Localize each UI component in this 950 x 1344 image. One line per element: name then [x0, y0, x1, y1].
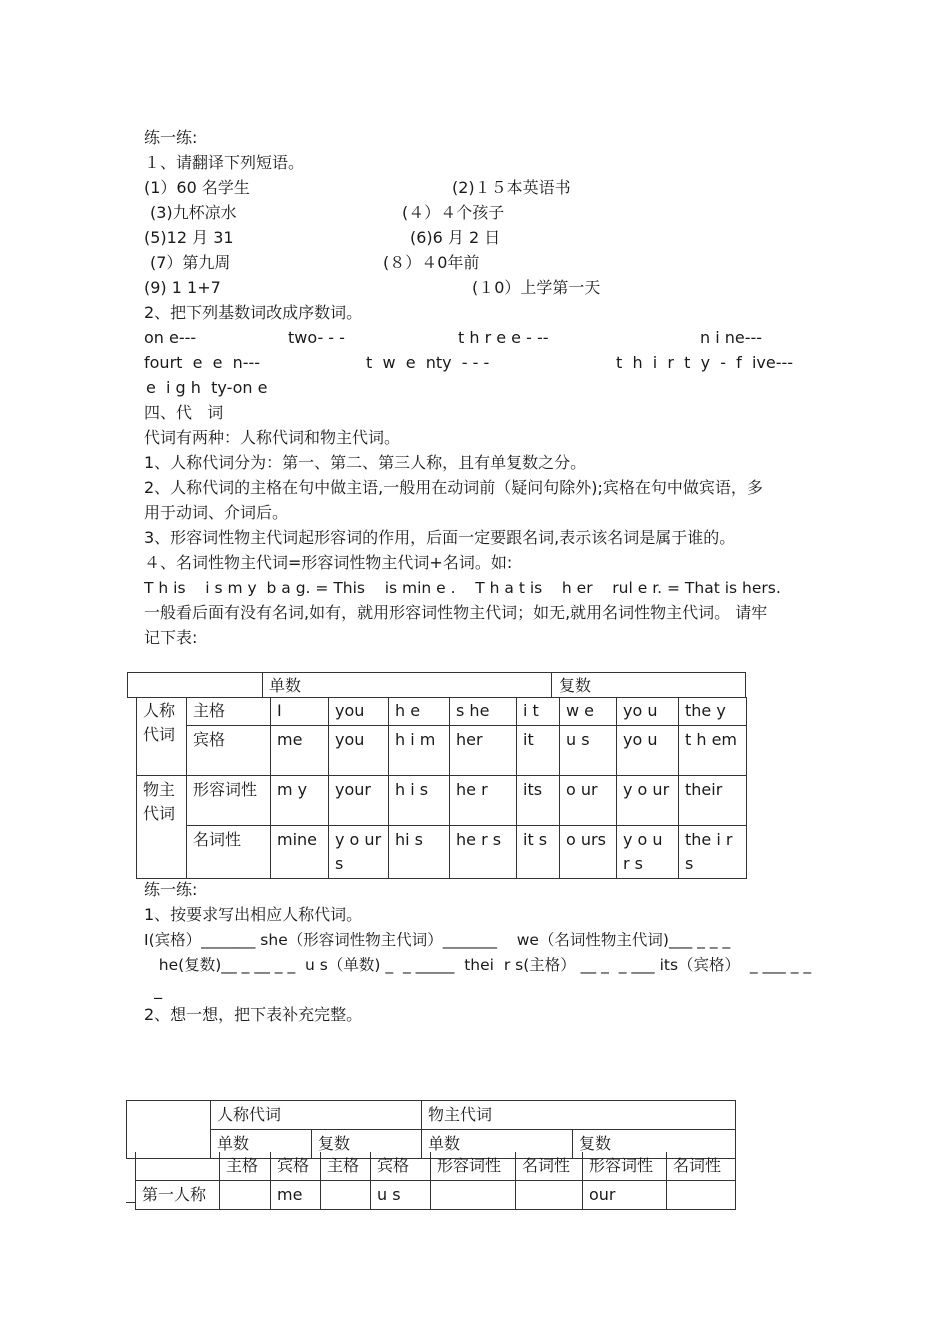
table-cell: her: [450, 726, 517, 776]
personal-header: 人称代词: [211, 1101, 422, 1130]
table-stub-line: [126, 1202, 136, 1203]
translate-item: (１0）上学第一天: [472, 278, 601, 297]
table-cell: o urs: [560, 826, 617, 879]
fill-blank-line: I(宾格）_______ she（形容词性物主代词）_______ we（名词性物主代词)___ _ _ _: [144, 931, 731, 949]
table-cell: you: [329, 726, 389, 776]
object-header: 宾格: [371, 1152, 431, 1181]
table-cell: [220, 1181, 271, 1210]
table-cell: o ur: [560, 776, 617, 826]
fill-blank-line: he(复数)__ _ __ _ _ u s（单数) _ _ _____ thei r s(主格） __ _ _ ___ its（宾格） _ ___ _ _: [144, 956, 812, 974]
table-cell: [321, 1181, 371, 1210]
practice-heading: 练一练:: [144, 128, 198, 147]
table-cell: it s: [517, 826, 560, 879]
fill-table: [135, 1152, 736, 1210]
table-cell: u s: [560, 726, 617, 776]
adjective-header: 形容词性: [583, 1152, 667, 1181]
table-cell: he r s: [450, 826, 517, 879]
paragraph: 代词有两种：人称代词和物主代词。: [144, 428, 401, 447]
paragraph: 用于动词、介词后。: [144, 503, 289, 522]
ordinal-item: e i g h ty-on e: [146, 378, 268, 397]
object-header: 宾格: [271, 1152, 321, 1181]
translate-item: (４）４个孩子: [402, 203, 505, 222]
empty-cell: [136, 1152, 220, 1181]
table-cell: w e: [560, 697, 617, 726]
table-cell: me: [271, 726, 329, 776]
table-cell: h e: [389, 697, 450, 726]
ordinal-item: t h r e e - --: [458, 328, 549, 347]
ordinal-item: n i ne---: [700, 328, 763, 347]
table-cell: the i r s: [679, 826, 747, 879]
table-cell: he r: [450, 776, 517, 826]
table-cell: their: [679, 776, 747, 826]
question-2-title: 2、把下列基数词改成序数词。: [144, 303, 363, 322]
table-left-stub: [127, 672, 128, 698]
question-1-title: １、请翻译下列短语。: [144, 153, 305, 172]
section-title: 四、代 词: [144, 403, 224, 422]
translate-item: (9) 1 1+7: [144, 278, 221, 297]
table-cell: our: [583, 1181, 667, 1210]
table-cell: yo u: [617, 726, 679, 776]
ordinal-item: fourt e e n---: [144, 353, 261, 372]
translate-item: (1）60 名学生: [144, 178, 250, 197]
table-divider: [262, 672, 263, 698]
table-cell: yo u: [617, 697, 679, 726]
translate-item: (7）第九周: [150, 253, 231, 272]
table-cell: h i m: [389, 726, 450, 776]
table-cell: i t: [517, 697, 560, 726]
table-cell: its: [517, 776, 560, 826]
ordinal-item: t w e nty - - -: [366, 353, 490, 372]
ordinal-item: t h i r t y - f ive---: [616, 353, 794, 372]
table-cell: u s: [371, 1181, 431, 1210]
subject-header: 主格: [220, 1152, 271, 1181]
translate-item: (6)6 月 2 日: [410, 228, 501, 247]
personal-label: 人称代词: [137, 697, 187, 776]
adjective-header: 形容词性: [431, 1152, 516, 1181]
table-cell: s he: [450, 697, 517, 726]
plural-header: 复数: [573, 1130, 736, 1159]
question-2-title: 2、想一想，把下表补充完整。: [144, 1005, 363, 1024]
nominal-header: 名词性: [667, 1152, 736, 1181]
object-label: 宾格: [187, 726, 271, 776]
singular-header: 单数: [269, 676, 302, 695]
table-cell: hi s: [389, 826, 450, 879]
pronoun-table: [136, 697, 747, 879]
translate-item: (８）４0年前: [383, 253, 480, 272]
fill-blank-line: _: [144, 980, 163, 999]
table-cell: [667, 1181, 736, 1210]
paragraph: 一般看后面有没有名词,如有，就用形容词性物主代词；如无,就用名词性物主代词。 请牢: [144, 603, 768, 622]
subject-header: 主格: [321, 1152, 371, 1181]
singular-header: 单数: [422, 1130, 573, 1159]
table-cell: mine: [271, 826, 329, 879]
ordinal-item: two- - -: [288, 328, 345, 347]
table-cell: [516, 1181, 583, 1210]
table-cell: y o ur: [617, 776, 679, 826]
question-1-title: 1、按要求写出相应人称代词。: [144, 905, 363, 924]
example-sentence: T h is i s m y b a g. = This is min e . T h a t is h er rul e r. = That is hers.: [144, 579, 781, 597]
translate-item: (3)九杯凉水: [150, 203, 237, 222]
table-cell: it: [517, 726, 560, 776]
singular-header: 单数: [211, 1130, 312, 1159]
paragraph: 1、人称代词分为：第一、第二、第三人称，且有单复数之分。: [144, 453, 587, 472]
table-cell: h i s: [389, 776, 450, 826]
empty-corner: [127, 1101, 211, 1159]
table-cell: y o u r s: [617, 826, 679, 879]
paragraph: 3、形容词性物主代词起形容词的作用，后面一定要跟名词,表示该名词是属于谁的。: [144, 528, 736, 547]
nominal-header: 名词性: [516, 1152, 583, 1181]
translate-item: (5)12 月 31: [144, 228, 234, 247]
possessive-label: 物主代词: [137, 776, 187, 879]
table-cell: [431, 1181, 516, 1210]
paragraph: ４、名词性物主代词=形容词性物主代词+名词。如:: [144, 553, 513, 572]
practice-heading: 练一练:: [144, 880, 198, 899]
paragraph: 2、人称代词的主格在句中做主语,一般用在动词前（疑问句除外);宾格在句中做宾语，多: [144, 478, 763, 497]
table-cell: m y: [271, 776, 329, 826]
table-cell: t h em: [679, 726, 747, 776]
table-top-border: [127, 672, 746, 673]
plural-header: 复数: [312, 1130, 422, 1159]
table-cell: I: [271, 697, 329, 726]
fill-table-header: [126, 1100, 736, 1159]
table-cell: y o ur s: [329, 826, 389, 879]
table-right-border: [745, 672, 746, 698]
translate-item: (2)１５本英语书: [452, 178, 571, 197]
table-cell: the y: [679, 697, 747, 726]
table-cell: me: [271, 1181, 321, 1210]
possessive-header: 物主代词: [422, 1101, 736, 1130]
table-divider: [551, 672, 552, 698]
ordinal-item: on e---: [144, 328, 197, 347]
nominal-label: 名词性: [187, 826, 271, 879]
subject-label: 主格: [187, 697, 271, 726]
table-cell: your: [329, 776, 389, 826]
plural-header: 复数: [559, 676, 592, 695]
adjective-label: 形容词性: [187, 776, 271, 826]
table-cell: you: [329, 697, 389, 726]
row-label: 第一人称: [136, 1181, 220, 1210]
paragraph: 记下表:: [144, 628, 198, 647]
